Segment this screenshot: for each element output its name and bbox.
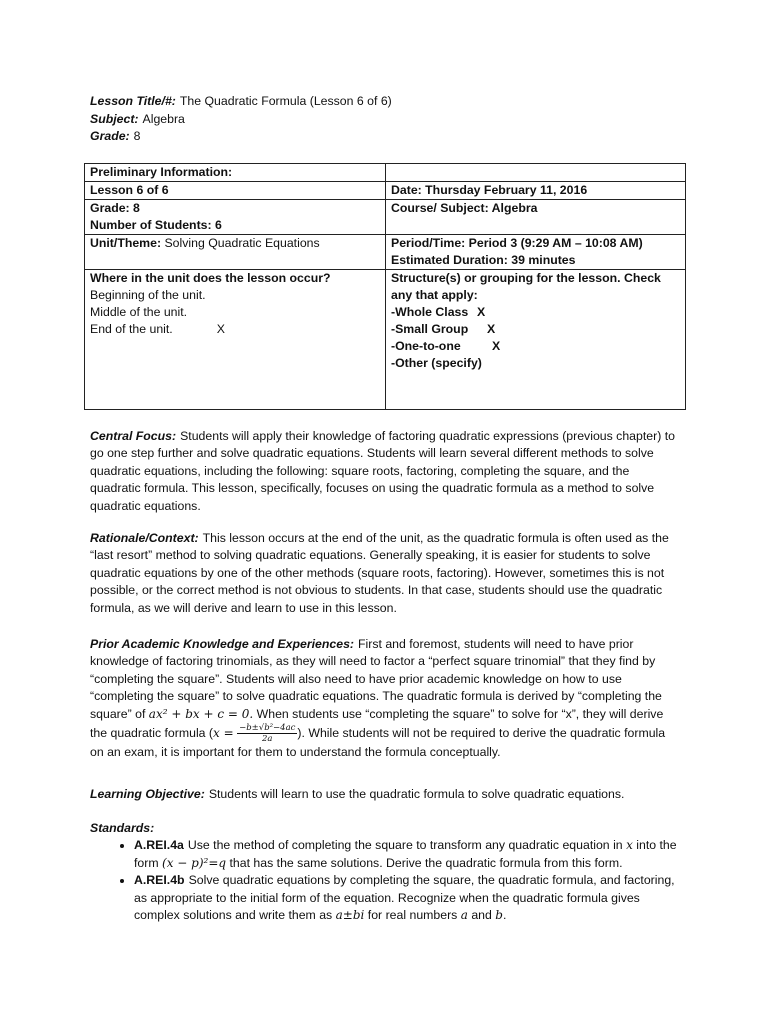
prelim-heading: Preliminary Information: <box>85 164 386 182</box>
prelim-empty-cell <box>386 164 686 182</box>
quadratic-formula-fraction <box>237 723 297 744</box>
prior-text-1: First and foremost, students will need to have prior knowledge of factoring trinomials, as they will need to factor a “perfect square trinomial” that they find by “completing the square”. Students will also need to have prior academic knowledge on how to use “completing the square” to solve quadratic equations. The quadratic formula is derived by “completing the square” of <box>90 637 662 721</box>
standard-code: A.REI.4b <box>134 873 185 888</box>
where-item: Middle of the unit. <box>90 305 188 319</box>
objective-label: Learning Objective: <box>90 787 205 801</box>
formula-numerator: −b±√b²−4ac <box>239 723 296 734</box>
standard-code: A.REI.4a <box>134 838 184 853</box>
standard-text: . <box>502 908 507 923</box>
structure-item-label: -One-to-one <box>391 339 461 353</box>
objective-text: Students will learn to use the quadratic formula to solve quadratic equations. <box>208 787 625 801</box>
structure-check-mark: X <box>492 339 501 353</box>
grade-cell-text: Grade: 8 <box>90 201 140 215</box>
standard-variable: x <box>626 838 633 853</box>
duration-text: Estimated Duration: 39 minutes <box>391 253 576 267</box>
standard-text: for real numbers <box>367 908 458 923</box>
standard-text: and <box>471 908 492 923</box>
structure-question: Structure(s) or grouping for the lesson. Check any that apply: <box>391 271 661 302</box>
structure-cell <box>386 270 686 410</box>
date-cell: Date: Thursday February 11, 2016 <box>386 182 686 200</box>
standards-label: Standards: <box>90 821 155 835</box>
structure-item-label: -Small Group <box>391 322 469 336</box>
structure-check-mark: X <box>477 305 486 319</box>
lesson-title-label: Lesson Title/#: <box>90 94 176 108</box>
standard-text: into the form <box>134 838 677 870</box>
standard-text: that has the same solutions. Derive the quadratic formula from this form. <box>229 855 623 870</box>
unit-value: Solving Quadratic Equations <box>164 236 320 250</box>
prior-knowledge-label: Prior Academic Knowledge and Experiences: <box>90 637 355 651</box>
structure-item-label: -Whole Class <box>391 305 469 319</box>
lesson-title-line <box>90 93 392 111</box>
prior-text-2: When students use “completing the square” to solve for “x”, they will derive the quadratic formula ( <box>90 706 664 740</box>
central-focus-text: Students will apply their knowledge of factoring quadratic expressions (previous chapter) to go one step further and solve quadratic equations. Students will learn several different methods to solve quadratic equations, including the following: square roots, factoring, completing the square, and the quadratic formula. This lesson, specifically, focuses on using the quadratic formula as a method to solve quadratic equations. <box>90 429 675 513</box>
rationale-section <box>90 530 682 617</box>
subject-value: Algebra <box>142 111 185 126</box>
unit-label: Unit/Theme: <box>90 236 162 250</box>
structure-item: -Other (specify) <box>391 356 482 370</box>
central-focus-label: Central Focus: <box>90 429 177 443</box>
where-question: Where in the unit does the lesson occur? <box>90 271 331 285</box>
subject-label: Subject: <box>90 111 139 126</box>
grade-label: Grade: <box>90 129 130 143</box>
standards-section <box>90 820 682 924</box>
quadratic-equation: ax² + bx + c = 0. <box>148 706 254 721</box>
students-cell-text: Number of Students: 6 <box>90 218 222 232</box>
where-check-mark: X <box>216 322 225 336</box>
rationale-text: This lesson occurs at the end of the unit, as the quadratic formula is often used as the “last resort” method to solving quadratic equations. Generally speaking, it is easier for students to solve quadratic equations by one of the other methods (square roots, factoring). However, sometimes this is not possible, or the correct method is not obvious to students. In that case, students should use the quadratic formula, as we will derive and learn to use in this lesson. <box>90 531 669 615</box>
grade-value: 8 <box>133 129 141 143</box>
where-item-selected <box>90 321 380 338</box>
unit-cell <box>85 235 386 270</box>
standard-item <box>134 837 682 872</box>
formula-lhs: x = <box>213 725 234 740</box>
preliminary-info-table <box>84 163 686 410</box>
lesson-title: The Quadratic Formula (Lesson 6 of 6) <box>179 94 392 108</box>
period-cell <box>386 235 686 270</box>
rationale-label: Rationale/Context: <box>90 531 199 545</box>
where-item-label: End of the unit. <box>90 322 173 336</box>
standard-variable-a: a <box>460 908 468 923</box>
standard-equation: (x − p)²=q <box>162 855 227 870</box>
lesson-number-cell: Lesson 6 of 6 <box>85 182 386 200</box>
prior-text-3: ). While students will not be required to derive the quadratic formula on an exam, it is important for them to understand the formula conceptually. <box>90 725 666 760</box>
subject-line <box>90 111 392 129</box>
standard-text: Use the method of completing the square to transform any quadratic equation in <box>187 838 623 853</box>
structure-check-mark: X <box>487 322 496 336</box>
period-text: Period/Time: Period 3 (9:29 AM – 10:08 AM) <box>391 236 643 250</box>
where-cell <box>85 270 386 410</box>
standard-variable-b: b <box>495 908 503 923</box>
grade-students-cell <box>85 200 386 235</box>
course-cell: Course/ Subject: Algebra <box>386 200 686 235</box>
standard-item <box>134 872 682 924</box>
structure-item <box>391 304 680 321</box>
lesson-header <box>90 93 392 146</box>
structure-item <box>391 321 680 338</box>
grade-line <box>90 128 392 146</box>
structure-item <box>391 338 680 355</box>
standard-text: Solve quadratic equations by completing the square, the quadratic formula, and factoring, as appropriate to the initial form of the equation. Recognize when the quadratic formula gives complex solutions and write them as <box>134 873 675 923</box>
standards-list <box>90 837 682 924</box>
central-focus-section <box>90 428 682 515</box>
objective-section <box>90 786 682 803</box>
formula-denominator: 2a <box>262 734 273 745</box>
where-item: Beginning of the unit. <box>90 288 206 302</box>
prior-knowledge-section <box>90 636 682 761</box>
standard-complex-form: a±bi <box>335 908 365 923</box>
